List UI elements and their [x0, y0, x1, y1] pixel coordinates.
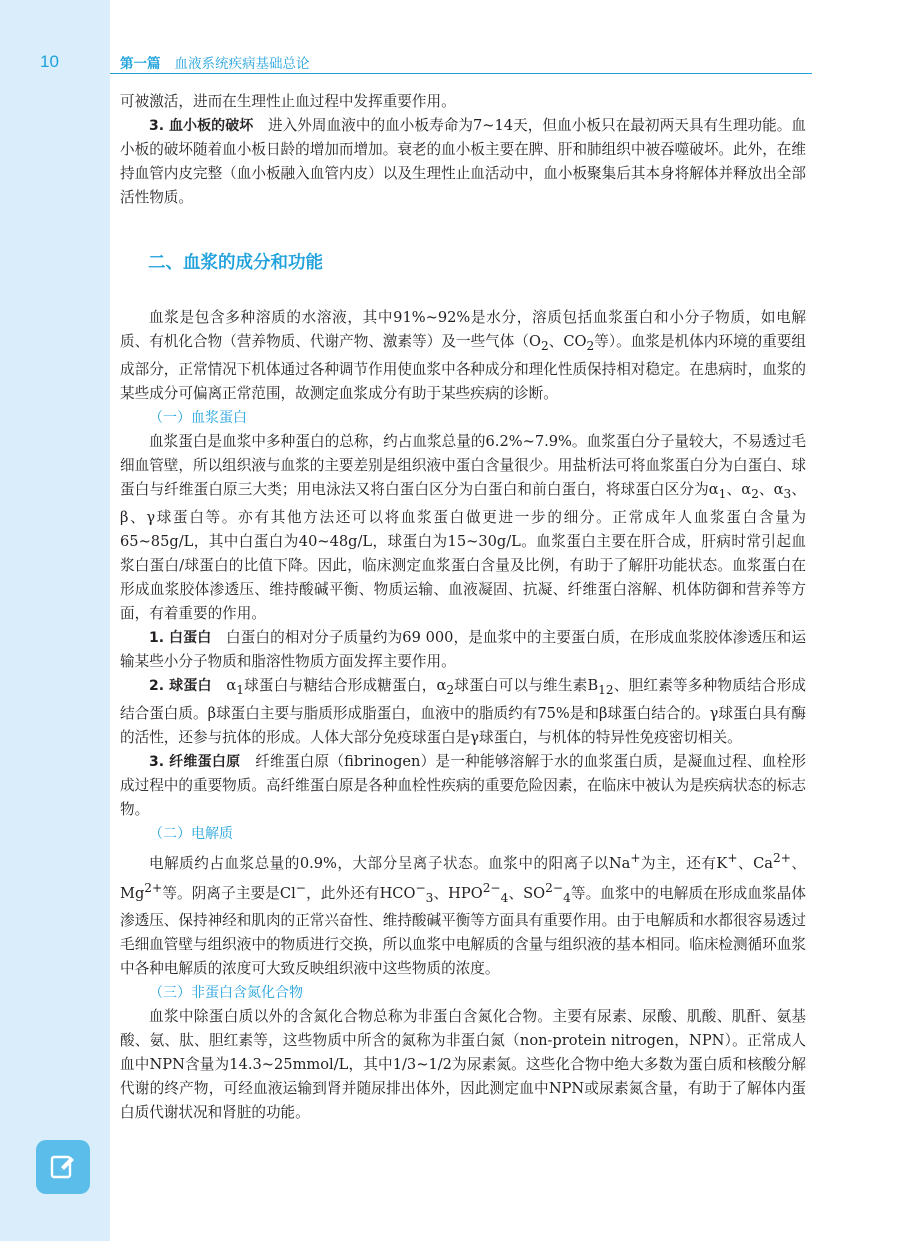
subscript: 2 [586, 338, 595, 353]
edit-note-button[interactable] [36, 1140, 90, 1194]
superscript: 2− [545, 880, 564, 895]
plasma-protein-text: 、α [726, 480, 752, 498]
superscript: 2− [482, 880, 501, 895]
electrolytes-text: 电解质约占血浆总量的0.9%，大部分呈离子状态。血浆中的阳离子以Na [149, 854, 631, 872]
npn-paragraph: 血浆中除蛋白质以外的含氮化合物总称为非蛋白含氮化合物。主要有尿素、尿酸、肌酸、肌酐、氨基酸、氨、肽、胆红素等，这些物质中所含的氮称为非蛋白氮（non-protein nitrogen，NPN）。正常成人血中NPN含量为14.3~25mmol/L，其中1/3~1/2为尿素氮。这些化合物中绝大多数为蛋白质和核酸分解代谢的终产物，可经血液运输到肾并随尿排出体外，因此测定血中NPN或尿素氮含量，有助于了解体内蛋白质代谢状况和肾脏的功能。 [120, 1008, 806, 1122]
plasma-protein-text: 、β、γ球蛋白等。亦有其他方法还可以将血浆蛋白做更进一步的细分。正常成年人血浆蛋白含量为65~85g/L，其中白蛋白为40~48g/L，球蛋白为15~30g/L。血浆蛋白主要在肝合成，肝病时常引起血浆白蛋白/球蛋白的比值下降。因此，临床测定血浆蛋白含量及比例，有助于了解肝功能状态。血浆蛋白在形成血浆胶体渗透压、维持酸碱平衡、物质运输、血液凝固、抗凝、纤维蛋白溶解、机体防御和营养等方面，有着重要的作用。 [120, 480, 806, 622]
part-title: 血液系统疾病基础总论 [174, 56, 310, 72]
side-band [0, 0, 110, 1241]
electrolytes-text: 等。血浆中的电解质在形成血浆晶体渗透压、保持神经和肌肉的正常兴奋性、维持酸碱平衡等方面具有重要作用。由于电解质和水都很容易透过毛细血管壁与组织液中的物质进行交换，所以血浆中电解质的含量与组织液的基本相同。临床检测循环血浆中各种电解质的浓度可大致反映组织液中这些物质的浓度。 [120, 884, 807, 978]
subscript: 1 [236, 682, 244, 697]
platelet-destruction-paragraph [120, 114, 806, 210]
superscript: 2+ [772, 850, 791, 865]
fibrinogen-paragraph [120, 750, 806, 822]
plasma-protein-paragraph [120, 430, 806, 626]
header-rule [110, 73, 812, 74]
running-head [120, 52, 310, 72]
globulin-paragraph [120, 674, 806, 750]
subscript: 3 [425, 890, 434, 905]
plasma-intro-text: 等）。血浆是机体内环境的重要组成部分，正常情况下机体通过各种调节作用使血浆中各种成分和理化性质保持相对稳定。在患病时，血浆的某些成分可偏离正常范围，故测定血浆成分有助于某些疾病的诊断。 [120, 333, 807, 402]
subheading-electrolytes: （二）电解质 [149, 825, 233, 842]
subheading-plasma-protein: （一）血浆蛋白 [149, 409, 247, 426]
superscript: + [727, 850, 738, 865]
globulin-label: 2. 球蛋白 [149, 677, 212, 694]
section-title: 二、血浆的成分和功能 [148, 253, 323, 273]
electrolytes-text: ，此外还有HCO [305, 884, 416, 902]
subscript: 3 [783, 486, 792, 501]
page-body [120, 90, 806, 1125]
albumin-label: 1. 白蛋白 [149, 629, 212, 646]
superscript: + [630, 850, 641, 865]
part-label: 第一篇 [120, 56, 161, 72]
subscript: 1 [718, 486, 727, 501]
subscript: 2 [751, 486, 759, 501]
superscript: − [295, 880, 306, 895]
globulin-text: α [226, 676, 237, 694]
plasma-intro-paragraph [120, 306, 806, 406]
fibrinogen-label: 3. 纤维蛋白原 [149, 753, 241, 770]
platelet-destruction-label: 3. 血小板的破坏 [149, 118, 254, 134]
platelet-destruction-text: 进入外周血液中的血小板寿命为7~14天，但血小板只在最初两天具有生理功能。血小板的破坏随着血小板日龄的增加而增加。衰老的血小板主要在脾、肝和肺组织中被吞噬破坏。此外，在维持血管内皮完整（血小板融入血管内皮）以及生理性止血活动中，血小板聚集后其本身将解体并释放出全部活性物质。 [120, 117, 807, 206]
plasma-intro-text: 、CO [548, 333, 587, 350]
subscript: 4 [500, 890, 509, 905]
albumin-paragraph [120, 626, 806, 674]
electrolytes-text: 为主，还有K [640, 854, 728, 872]
plasma-protein-text: 血浆蛋白是血浆中多种蛋白的总称，约占血浆总量的6.2%~7.9%。血浆蛋白分子量较大，不易透过毛细血管壁，所以组织液与血浆的主要差别是组织液中蛋白含量很少。用盐析法可将血浆蛋白分为白蛋白、球蛋白与纤维蛋白原三大类；用电泳法又将白蛋白区分为白蛋白和前白蛋白，将球蛋白区分为α [120, 432, 806, 498]
subscript: 2 [446, 682, 455, 697]
electrolytes-text: 、SO [508, 884, 546, 902]
electrolytes-text: 、Mg [120, 854, 806, 902]
globulin-text: 、胆红素等多种物质结合形成结合蛋白质。β球蛋白主要与脂质形成脂蛋白，血液中的脂质约有75%是和β球蛋白结合的。γ球蛋白具有酶的活性，还参与抗体的形成。人体大部分免疫球蛋白是γ球蛋白，与机体的特异性免疫密切相关。 [120, 676, 806, 746]
subscript: 4 [563, 890, 571, 905]
globulin-text: 球蛋白可以与维生素B [454, 676, 599, 694]
plasma-protein-text: 、α [758, 480, 784, 498]
electrolytes-text: 等。阴离子主要是Cl [162, 884, 296, 902]
globulin-text: 球蛋白与糖结合形成糖蛋白，α [243, 676, 447, 694]
albumin-text: 白蛋白的相对分子质量约为69 000，是血浆中的主要蛋白质，在形成血浆胶体渗透压和运输某些小分子物质和脂溶性物质方面发挥主要作用。 [120, 628, 806, 670]
intro-line: 可被激活，进而在生理性止血过程中发挥重要作用。 [120, 93, 456, 110]
subheading-npn: （三）非蛋白含氮化合物 [149, 985, 303, 1002]
subscript: 2 [540, 338, 549, 353]
fibrinogen-text: 纤维蛋白原（fibrinogen）是一种能够溶解于水的血浆蛋白质，是凝血过程、血栓形成过程中的重要物质。高纤维蛋白原是各种血栓性疾病的重要危险因素，在临床中被认为是疾病状态的标志物。 [120, 752, 806, 818]
electrolytes-paragraph [120, 846, 806, 982]
electrolytes-text: 、HPO [433, 884, 483, 902]
electrolytes-text: 、Ca [737, 854, 773, 872]
superscript: 2+ [144, 880, 163, 895]
superscript: − [415, 880, 426, 895]
plasma-intro-text: 血浆是包含多种溶质的水溶液，其中91%~92%是水分，溶质包括血浆蛋白和小分子物质，如电解质、有机化合物（营养物质、代谢产物、激素等）及一些气体（O [120, 309, 806, 350]
pencil-edit-icon [48, 1152, 78, 1182]
page-number: 10 [40, 52, 59, 71]
subscript: 12 [598, 682, 614, 697]
